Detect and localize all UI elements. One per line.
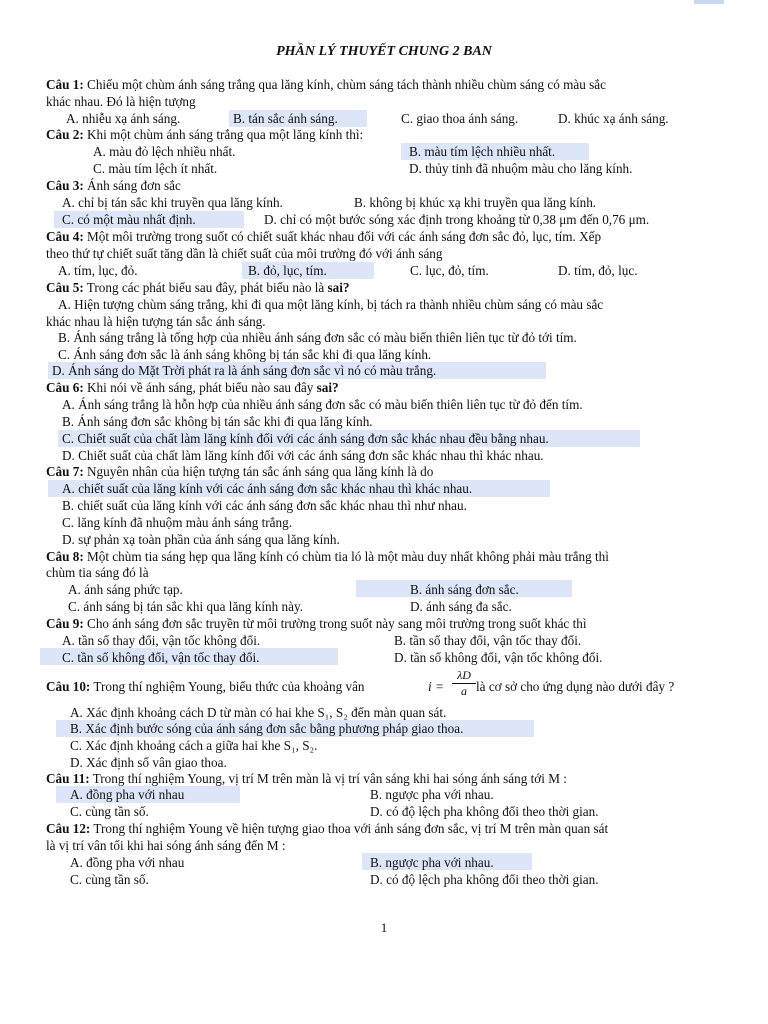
option-continuation: khác nhau là hiện tượng tán sắc ánh sáng.: [46, 314, 266, 329]
option: B. đỏ, lục, tím.: [248, 263, 327, 278]
question-stem-line: theo thứ tự chiết suất tăng dần là chiết suất của môi trường đó với ánh sáng: [46, 246, 443, 261]
option: B. tán sắc ánh sáng.: [233, 111, 338, 126]
option: B. không bị khúc xạ khi truyền qua lăng kính.: [354, 195, 597, 210]
option: C. cùng tần số.: [70, 804, 149, 819]
corner-mark: [694, 0, 724, 4]
option: A. Hiện tượng chùm sáng trắng, khi đi qua một lăng kính, bị tách ra thành nhiều chùm sáng có màu sắc: [58, 297, 604, 312]
option: C. màu tím lệch ít nhất.: [93, 161, 218, 176]
option: C. cùng tần số.: [70, 872, 149, 887]
page-number: 1: [380, 920, 388, 935]
option: C. lục, đỏ, tím.: [410, 263, 489, 278]
option: D. Chiết suất của chất làm lăng kính đối với các ánh sáng đơn sắc khác nhau thì khác nhau.: [62, 448, 544, 463]
option: B. ngược pha với nhau.: [370, 855, 494, 870]
option: D. tím, đỏ, lục.: [558, 263, 638, 278]
question-10: Câu 10: Trong thí nghiệm Young, biểu thức của khoảng vân: [46, 679, 365, 694]
question-stem-line: là vị trí vân tối khi hai sóng ánh sáng đến M :: [46, 838, 286, 853]
question-5: Câu 5: Trong các phát biểu sau đây, phát biểu nào là sai?: [46, 280, 350, 295]
option: A. màu đỏ lệch nhiều nhất.: [93, 144, 236, 159]
formula-lhs: i =: [428, 679, 444, 694]
question-8: Câu 8: Một chùm tia sáng hẹp qua lăng kính có chùm tia ló là một màu duy nhất không phải màu trắng thì: [46, 549, 609, 564]
option: B. Xác định bước sóng của ánh sáng đơn sắc bằng phương pháp giao thoa.: [70, 721, 464, 736]
option: A. chiết suất của lăng kính với các ánh sáng đơn sắc khác nhau thì khác nhau.: [62, 481, 473, 496]
option: C. Chiết suất của chất làm lăng kính đối với các ánh sáng đơn sắc khác nhau đều bằng nhau.: [62, 431, 549, 446]
question-7: Câu 7: Nguyên nhân của hiện tượng tán sắc ánh sáng qua lăng kính là do: [46, 464, 434, 479]
option: A. tần số thay đổi, vận tốc không đổi.: [62, 633, 261, 648]
question-12: Câu 12: Trong thí nghiệm Young về hiện tượng giao thoa với ánh sáng đơn sắc, vị trí M trên màn quan sát: [46, 821, 609, 836]
option: A. đồng pha với nhau: [70, 855, 185, 870]
question-6: Câu 6: Khi nói về ánh sáng, phát biểu nào sau đây sai?: [46, 380, 339, 395]
option: B. tần số thay đổi, vận tốc thay đổi.: [394, 633, 582, 648]
option: A. Ánh sáng trắng là hỗn hợp của nhiều ánh sáng đơn sắc có màu biến thiên liên tục từ đỏ đến tím.: [62, 397, 583, 412]
option: D. có độ lệch pha không đổi theo thời gian.: [370, 804, 599, 819]
option: A. ánh sáng phức tạp.: [68, 582, 183, 597]
question-4: Câu 4: Một môi trường trong suốt có chiết suất khác nhau đối với các ánh sáng đơn sắc đỏ, lục, tím. Xếp: [46, 229, 602, 244]
formula-fraction: [452, 668, 476, 699]
option: C. Ánh sáng đơn sắc là ánh sáng không bị tán sắc khi đi qua lăng kính.: [58, 347, 432, 362]
option: B. Ánh sáng trắng là tổng hợp của nhiều ánh sáng đơn sắc có màu biến thiên liên tục từ đỏ tới tím.: [58, 330, 577, 345]
question-1: Câu 1: Chiếu một chùm ánh sáng trắng qua lăng kính, chùm sáng tách thành nhiều chùm sáng có màu sắc: [46, 77, 606, 92]
option: A. chỉ bị tán sắc khi truyền qua lăng kính.: [62, 195, 283, 210]
question-3: Câu 3: Ánh sáng đơn sắc: [46, 178, 181, 193]
question-9: Câu 9: Cho ánh sáng đơn sắc truyền từ môi trường trong suốt này sang môi trường trong suốt khác thì: [46, 616, 587, 631]
option: D. Ánh sáng do Mặt Trời phát ra là ánh sáng đơn sắc vì nó có màu trắng.: [52, 363, 437, 378]
option: D. ánh sáng đa sắc.: [410, 599, 512, 614]
option: C. giao thoa ánh sáng.: [401, 111, 519, 126]
option: C. có một màu nhất định.: [62, 212, 196, 227]
option: D. tần số không đổi, vận tốc không đổi.: [394, 650, 603, 665]
option: C. lăng kính đã nhuộm màu ánh sáng trắng.: [62, 515, 293, 530]
option: D. có độ lệch pha không đổi theo thời gian.: [370, 872, 599, 887]
question-stem-line: khác nhau. Đó là hiện tượng: [46, 94, 196, 109]
option: D. khúc xạ ánh sáng.: [558, 111, 669, 126]
question-stem-line: chùm tia sáng đó là: [46, 565, 149, 580]
page-title: PHẦN LÝ THUYẾT CHUNG 2 BAN: [276, 44, 492, 59]
option: B. Ánh sáng đơn sắc không bị tán sắc khi đi qua lăng kính.: [62, 414, 373, 429]
question-stem-tail: là cơ sở cho ứng dụng nào dưới đây ?: [476, 679, 675, 694]
option: A. Xác định khoảng cách D từ màn có hai khe S₁, S₂ đến màn quan sát.: [70, 705, 447, 720]
option: A. nhiễu xạ ánh sáng.: [66, 111, 181, 126]
question-2: Câu 2: Khi một chùm ánh sáng trắng qua một lăng kính thì:: [46, 127, 364, 142]
formula-denominator: a: [461, 684, 467, 698]
option: B. màu tím lệch nhiều nhất.: [409, 144, 556, 159]
option: C. tần số không đổi, vận tốc thay đổi.: [62, 650, 260, 665]
option: A. đồng pha với nhau: [70, 787, 185, 802]
option: D. Xác định số vân giao thoa.: [70, 755, 227, 770]
option: A. tím, lục, đỏ.: [58, 263, 138, 278]
option: B. ngược pha với nhau.: [370, 787, 494, 802]
option: C. Xác định khoảng cách a giữa hai khe S₁, S₂.: [70, 738, 318, 753]
option: D. thủy tinh đã nhuộm màu cho lăng kính.: [409, 161, 633, 176]
option: D. sự phản xạ toàn phần của ánh sáng qua lăng kính.: [62, 532, 340, 547]
formula-numerator: λD: [457, 668, 471, 682]
question-11: Câu 11: Trong thí nghiệm Young, vị trí M trên màn là vị trí vân sáng khi hai sóng ánh sáng tới M :: [46, 771, 567, 786]
option: D. chỉ có một bước sóng xác định trong khoảng từ 0,38 μm đến 0,76 μm.: [264, 212, 650, 227]
option: B. ánh sáng đơn sắc.: [410, 582, 519, 597]
option: C. ánh sáng bị tán sắc khi qua lăng kính này.: [68, 599, 304, 614]
option: B. chiết suất của lăng kính với các ánh sáng đơn sắc khác nhau thì như nhau.: [62, 498, 467, 513]
